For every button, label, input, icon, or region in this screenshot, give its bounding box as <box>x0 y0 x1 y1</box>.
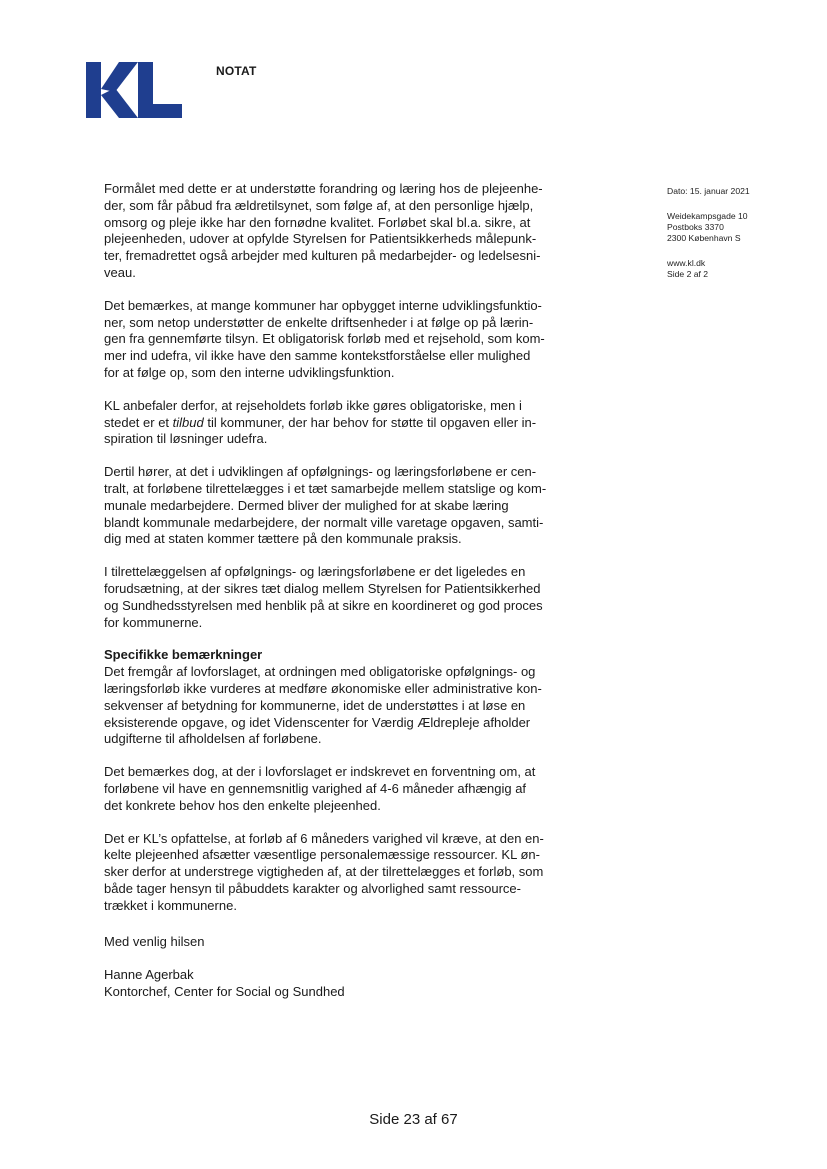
address-block <box>667 211 817 244</box>
paragraph: Det bemærkes, at mange kommuner har opbygget interne udviklingsfunktio- ner, som netop understøtter de enkelte driftsenheder i at følge op på lærin- gen fra gennemførte tilsyn. Et obligatorisk forløb med et rejsehold, som kom- mer ind udefra, vil ikke have den samme kontekstforståelse eller mulighed for at følge op, som den interne udviklingsfunktion. <box>104 297 545 380</box>
paragraph: Det er KL’s opfattelse, at forløb af 6 måneders varighed vil kræve, at den en- kelte plejeenhed afsætter væsentlige personalemæssige ressourcer. KL øn- sker derfor at understrege vigtigheden af, at der tilrettelægges et forløb, som både tager hensyn til påbuddets karakter og alvorlighed samt ressource- trækket i kommunerne. <box>104 830 544 913</box>
address-line: 2300 København S <box>667 233 741 243</box>
page-number: Side 23 af 67 <box>369 1111 458 1128</box>
paragraph: Det bemærkes dog, at der i lovforslaget er indskrevet en forventning om, at forløbene vil have en gennemsnitlig varighed af 4-6 måneder afhængig af det konkrete behov hos den enkelte plejeenhed. <box>104 764 536 813</box>
signature-block <box>104 967 564 1001</box>
address-line: Weidekampsgade 10 <box>667 211 748 221</box>
date-text: Dato: 15. januar 2021 <box>667 186 750 196</box>
signer-name: Hanne Agerbak <box>104 967 194 983</box>
paragraph: KL anbefaler derfor, at rejseholdets forløb ikke gøres obligatoriske, men i stedet er et tilbud til kommuner, der har behov for støtte til opgaven eller in- spiration til løsninger udefra. <box>104 397 537 447</box>
paragraph: Specifikke bemærkninger Det fremgår af lovforslaget, at ordningen med obligatoriske opfølgnings- og læringsforløb ikke vurderes at medføre økonomiske eller administrative kon- sekvenser af betydning for kommunerne, idet de understøttes i at løse en eksisterende opgave, og idet Videnscenter for Værdig Ældrepleje afholder udgifterne til afholdelsen af forløbene. <box>104 647 564 748</box>
paragraph: Formålet med dette er at understøtte forandring og læring hos de plejeenhe- der, som får påbud fra ældretilsynet, som følge af, at den personlige hjælp, omsorg og pleje ikke har den fornødne kvalitet. Forløbet skal bl.a. sikre, at plejeenheden, udover at opfylde Styrelsen for Patientsikkerheds målepunk- ter, fremadrettet også arbejder med kulturen på medarbejder- og ledelsesni- veau. <box>104 181 543 280</box>
page-indicator: Side 2 af 2 <box>667 269 709 279</box>
section-heading: Specifikke bemærkninger <box>104 647 263 663</box>
document-body <box>104 181 564 1001</box>
address-line: Postboks 3370 <box>667 222 724 232</box>
date-block <box>667 186 817 197</box>
signer-title: Kontorchef, Center for Social og Sundhed <box>104 984 345 1000</box>
emphasis-text: tilbud <box>172 414 204 430</box>
paragraph: Dertil hører, at det i udviklingen af opfølgnings- og læringsforløbene er cen- tralt, at forløbene tilrettelægges i et tæt samarbejde mellem statslige og kom- munale medarbejdere. Dermed bliver der mulighed for at skabe læring blandt kommunale medarbejdere, der normalt ville varetage opgaven, samti- dig med at staten kommer tættere på den kommunale praksis. <box>104 464 547 547</box>
kl-logo <box>86 62 182 118</box>
document-type-label: NOTAT <box>216 64 257 78</box>
paragraph: I tilrettelæggelsen af opfølgnings- og læringsforløbene er det ligeledes en forudsætning, at der sikres tæt dialog mellem Styrelsen for Patientsikkerhed og Sundhedsstyrelsen med henblik på at sikre en koordineret og god proces for kommunerne. <box>104 564 543 630</box>
website-link[interactable]: www.kl.dk <box>667 258 706 268</box>
sidebar-metadata <box>667 186 817 294</box>
closing-greeting: Med venlig hilsen <box>104 934 205 950</box>
web-block <box>667 258 817 280</box>
